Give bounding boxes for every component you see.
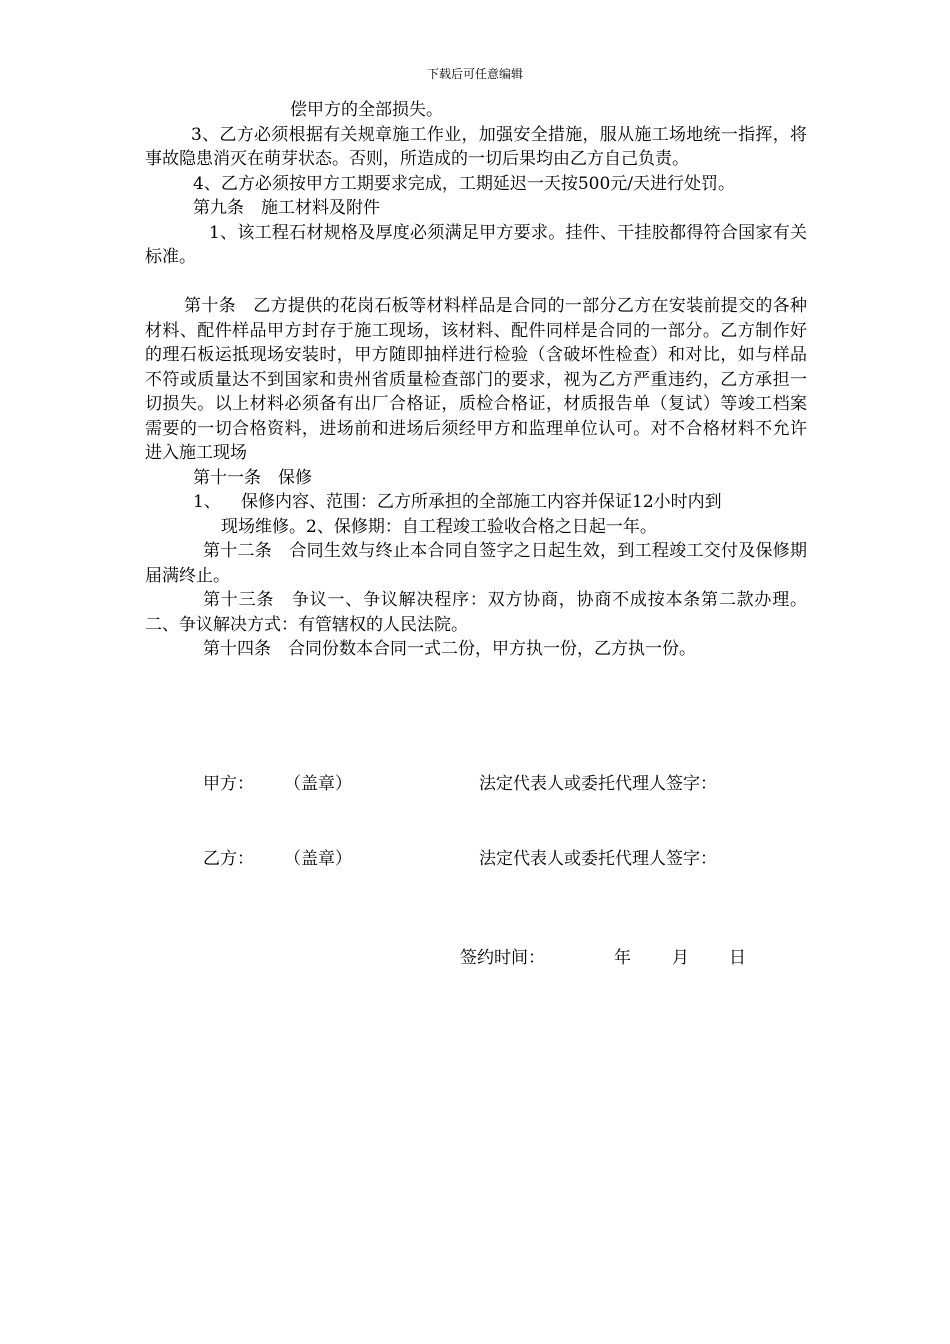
- contract-body: [145, 98, 807, 662]
- party-a-representative: 法定代表人或委托代理人签字：: [479, 774, 717, 794]
- signing-year: 年: [614, 948, 631, 968]
- paragraph-safety: 3、乙方必须根据有关规章施工作业，加强安全措施，服从施工场地统一指挥，将事故隐患消灭在萌芽状态。否则，所造成的一切后果均由乙方自己负责。: [145, 124, 807, 169]
- party-b-representative: 法定代表人或委托代理人签字：: [479, 849, 717, 869]
- warranty-item-continued: 现场维修。2、保修期：自工程竣工验收合格之日起一年。: [221, 516, 657, 537]
- page-header: 下载后可任意编辑: [426, 67, 523, 81]
- signing-month: 月: [672, 948, 689, 968]
- paragraph-schedule: 4、乙方必须按甲方工期要求完成，工期延迟一天按500元/天进行处罚。: [193, 173, 735, 194]
- signing-date-label: 签约时间：: [460, 948, 545, 968]
- party-a-label: 甲方：: [203, 774, 254, 794]
- section-13: 第十三条 争议一、争议解决程序：双方协商，协商不成按本条第二款办理。二、争议解决方式：有管辖权的人民法院。: [145, 590, 807, 635]
- paragraph-compensation: 偿甲方的全部损失。: [290, 100, 443, 120]
- section-10: 第十条 乙方提供的花岗石板等材料样品是合同的一部分乙方在安装前提交的各种材料、配件样品甲方封存于施工现场，该材料、配件同样是合同的一部分。乙方制作好的理石板运抵现场安装时，甲方随即抽样进行检验（含破坏性检查）和对比，如与样品不符或质量达不到国家和贵州省质量检查部门的要求，视为乙方严重违约，乙方承担一切损失。以上材料必须备有出厂合格证，质检合格证，材质报告单（复试）等竣工档案需要的一切合格资料，进场前和进场后须经甲方和监理单位认可。对不合格材料不允许进入施工现场: [145, 296, 807, 463]
- party-b-label: 乙方：: [203, 849, 254, 869]
- section-14: 第十四条 合同份数本合同一式二份，甲方执一份，乙方执一份。: [203, 639, 696, 659]
- warranty-item-number: 1、: [193, 492, 221, 512]
- blank-line: [145, 270, 807, 295]
- warranty-item: [145, 490, 807, 515]
- party-b-seal: （盖章）: [284, 849, 352, 869]
- section-9-heading: 第九条 施工材料及附件: [193, 198, 380, 218]
- signing-day: 日: [729, 948, 746, 968]
- warranty-item-text: 保修内容、范围：乙方所承担的全部施工内容并保证12小时内到: [241, 492, 722, 512]
- paragraph-materials: 1、该工程石材规格及厚度必须满足甲方要求。挂件、干挂胶都得符合国家有关标准。: [145, 222, 807, 267]
- section-11-heading: 第十一条 保修: [193, 467, 312, 488]
- party-a-seal: （盖章）: [284, 774, 352, 794]
- section-12: 第十二条 合同生效与终止本合同自签字之日起生效，到工程竣工交付及保修期届满终止。: [145, 541, 807, 586]
